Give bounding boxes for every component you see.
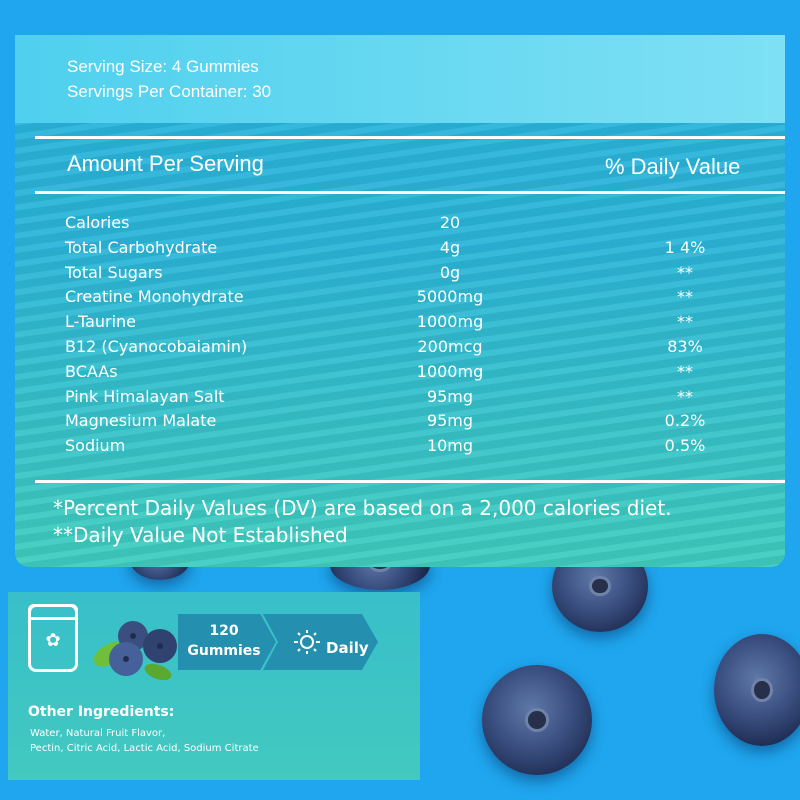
dv-footnote: *Percent Daily Values (DV) are based on a 2,000 calories diet. (53, 496, 672, 520)
nutrient-amount: 1000mg (416, 312, 484, 332)
amount-per-serving-header: Amount Per Serving (67, 151, 264, 176)
nutrient-amount: 5000mg (416, 287, 484, 307)
supplement-facts-panel (15, 35, 785, 567)
header-rule (35, 191, 785, 194)
nutrient-name: Pink Himalayan Salt (65, 386, 225, 406)
nutrient-amount: 20 (439, 213, 461, 232)
not-established-footnote: **Daily Value Not Established (53, 523, 348, 547)
nutrient-row (65, 213, 765, 237)
nutrient-daily-value: 83% (667, 337, 703, 356)
nutrient-daily-value: ** (677, 361, 693, 381)
nutrient-row (65, 312, 765, 336)
frequency-label: Daily (326, 639, 369, 657)
ingredients-line-2: Pectin, Citric Acid, Lactic Acid, Sodium Citrate (30, 743, 259, 754)
daily-value-header: % Daily Value (605, 154, 741, 179)
gummy-count: 120 (209, 623, 239, 639)
ingredients-line-1: Water, Natural Fruit Flavor, (30, 728, 166, 739)
nutrient-row (65, 387, 765, 411)
nutrient-row (65, 436, 765, 460)
blueberry-image (714, 634, 800, 746)
nutrient-amount: 95mg (426, 411, 474, 431)
blueberries-icon (88, 614, 188, 684)
nutrient-daily-value: ** (677, 287, 693, 307)
nutrient-amount: 200mcg (417, 337, 483, 356)
servings-per-container: Servings Per Container: 30 (67, 82, 272, 101)
jar-icon: ✿ (28, 604, 78, 672)
serving-info-band (15, 35, 785, 123)
nutrient-amount: 10mg (426, 436, 474, 456)
blueberry-image (482, 665, 592, 775)
other-ingredients-title: Other Ingredients: (28, 704, 175, 720)
nutrient-name: BCAAs (65, 361, 118, 381)
serving-size: Serving Size: 4 Gummies (67, 57, 259, 76)
nutrient-row (65, 362, 765, 386)
other-ingredients-text (30, 726, 290, 756)
nutrient-amount: 1000mg (416, 361, 484, 381)
nutrient-name: B12 (Cyanocobaiamin) (65, 337, 248, 356)
top-rule (35, 136, 785, 139)
nutrient-name: Total Carbohydrate (65, 237, 218, 257)
count-badge-text (184, 621, 264, 661)
sun-icon (290, 630, 324, 654)
nutrient-name: Magnesium Malate (65, 411, 217, 431)
nutrient-row (65, 263, 765, 287)
bottom-rule (35, 480, 785, 483)
nutrient-row (65, 238, 765, 262)
product-info-card (8, 592, 420, 780)
nutrient-name: Total Sugars (65, 262, 163, 282)
nutrient-amount: 95mg (426, 386, 474, 406)
nutrient-daily-value: 0.2% (664, 411, 706, 431)
nutrient-row (65, 337, 765, 361)
nutrient-name: Calories (65, 213, 130, 232)
nutrient-daily-value: 0.5% (664, 436, 706, 456)
nutrient-name: Sodium (65, 436, 126, 456)
gummy-unit: Gummies (187, 643, 261, 659)
nutrient-daily-value: ** (677, 386, 693, 406)
nutrient-daily-value: ** (677, 312, 693, 332)
nutrient-amount: 0g (439, 262, 461, 282)
nutrient-row (65, 287, 765, 311)
nutrient-daily-value: ** (677, 262, 693, 282)
nutrient-amount: 4g (439, 237, 461, 257)
nutrient-daily-value: 1 4% (664, 237, 706, 257)
nutrient-name: L-Taurine (65, 312, 137, 332)
nutrient-name: Creatine Monohydrate (65, 287, 244, 307)
nutrient-row (65, 411, 765, 435)
